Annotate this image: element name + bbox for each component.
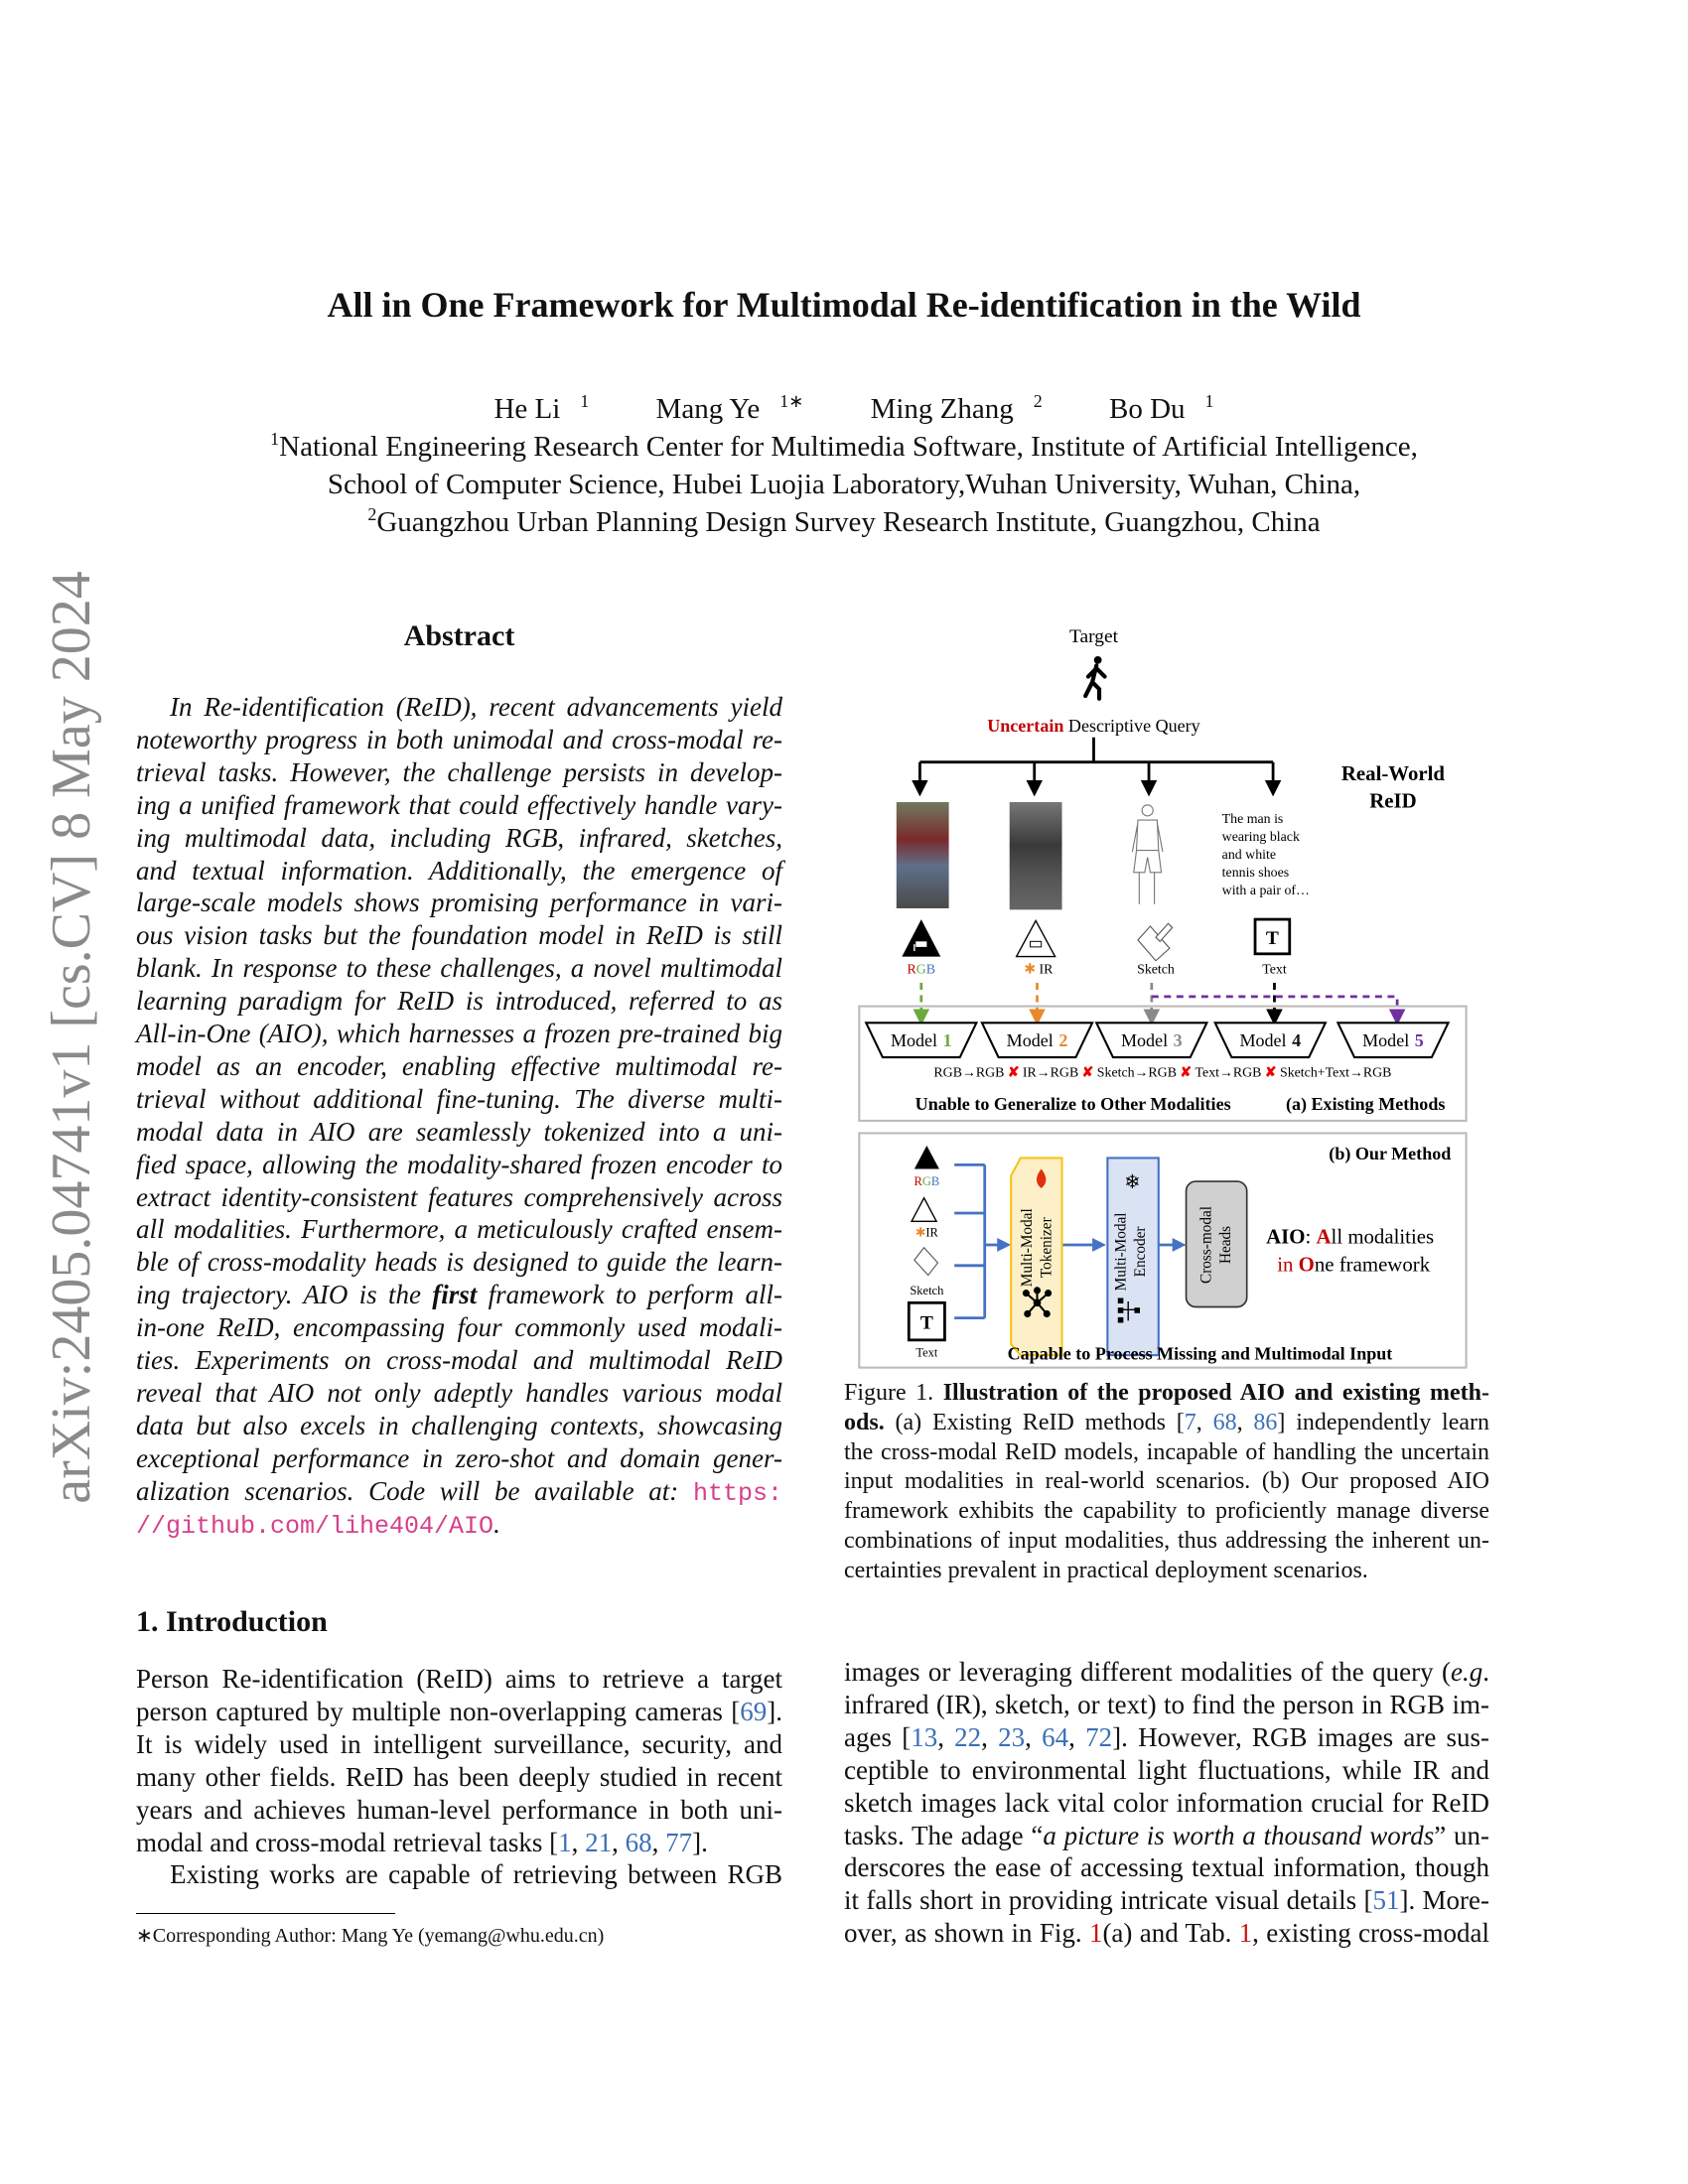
text-run: , [937,1721,955,1752]
emphasis: a picture is worth a thousand words [1043,1820,1435,1850]
text-run: ]. [692,1827,708,1857]
text-run: and textual information. Additionally, the emergence of [136,855,782,886]
text-line [844,1408,1489,1437]
text-run: , [612,1827,626,1857]
text-line [136,1442,782,1475]
text-run: ties. Experiments on cross-modal and multimodal ReID [136,1345,782,1375]
capable-label: Capable to Process Missing and Multimodal Input [1007,1343,1393,1364]
aio-tagline-1: AIO: All modalities [1266,1224,1435,1249]
text-line [136,1344,782,1377]
emphasis: Illustration of the proposed AIO and existing meth- [942,1380,1489,1406]
text-line [844,1437,1489,1467]
text-line [136,1410,782,1442]
text-run: alization scenarios. Code will be available at: [136,1475,693,1506]
walking-person-icon [1085,656,1104,699]
text-line [136,724,782,756]
text-run: ble of cross-modality heads is designed to guide the learn- [136,1247,782,1278]
text-run: framework exhibits the capability to proficiently manage diverse [844,1498,1489,1525]
text-line [136,1213,782,1246]
citation-link[interactable]: 64 [1042,1721,1069,1752]
text-run: ous vision tasks but the foundation model in ReID is still [136,920,782,951]
text-line [136,1018,782,1050]
text-line [844,1496,1489,1526]
text-run: tasks. The adage “ [844,1820,1044,1850]
citation-link[interactable]: 21 [585,1827,613,1857]
text-run: ] independently learn [1277,1409,1489,1435]
text-line [844,1556,1489,1585]
text-run: Existing works are capable of retrieving between RGB [170,1859,782,1890]
reid-label: ReID [1369,788,1417,813]
text-run: , [1236,1409,1254,1435]
text-run: in-one ReID, encompassing four commonly used modali- [136,1312,782,1343]
text-run: reveal that AIO not only adeptly handles various modal [136,1377,782,1408]
text-line [136,887,782,919]
text-run: input modalities in real-world scenarios. (b) Our proposed AIO [844,1468,1489,1495]
text-run: sketch images lack vital color information crucial for ReID [844,1787,1489,1818]
emphasis: e.g [1451,1657,1483,1687]
citation-link[interactable]: 51 [1372,1885,1400,1916]
text-run: ing a unified framework that could effectively handle vary- [136,789,782,820]
text-icon-letter: T [1265,928,1279,950]
text-line [844,1820,1489,1852]
emphasis: ods. [844,1409,885,1435]
text-run: trieval without additional fine-tuning. The diverse multi- [136,1083,782,1114]
text-line [136,1149,782,1181]
text-query-line: wearing black [1221,829,1300,845]
text-run: ]. [767,1696,782,1726]
text-run: framework to perform all- [477,1280,782,1310]
citation-link[interactable]: 77 [665,1827,693,1857]
task-row: RGB→RGB ✘ IR→RGB ✘ Sketch→RGB ✘ Text→RGB ✘ Sketch+Text→RGB [933,1065,1392,1081]
task-label: RGB→RGB [933,1065,1005,1081]
ir-label: ✱IR [914,1225,938,1240]
text-line [844,1917,1489,1950]
citation-link[interactable]: 68 [1212,1409,1237,1435]
task-label: Sketch+Text→RGB [1280,1065,1392,1081]
text-line [844,1466,1489,1496]
author [474,393,589,425]
model-5-label: Model 5 [1362,1029,1424,1050]
text-run: . [493,1508,500,1539]
model-3-label: Model 3 [1120,1029,1183,1050]
text-line [136,1246,782,1279]
text-run: ceptible to environmental light fluctuations, while IR and [844,1754,1489,1785]
text-label: Text [915,1345,938,1360]
citation-link[interactable]: 23 [998,1721,1026,1752]
text-line [136,1475,782,1508]
text-label: Text [1262,962,1287,978]
text-run: large-scale models shows promising performance in vari- [136,887,782,918]
text-line [136,1696,782,1728]
text-run: extract identity-consistent features comprehensively across [136,1181,782,1212]
sketch-label: Sketch [1137,962,1175,978]
text-run: . [1482,1657,1489,1687]
author-name: Mang Ye [655,393,761,425]
modality-arrows [921,983,1397,1018]
text-run: noteworthy progress in both unimodal and cross-modal re- [136,724,782,754]
citation-link[interactable]: 22 [954,1721,982,1752]
text-line [136,756,782,789]
text-run: ages [ [844,1721,912,1752]
text-run: data but also excels in challenging contexts, showcasing [136,1410,782,1440]
tokenizer-label: Tokenizer [1038,1217,1055,1279]
text-run: the cross-modal ReID models, incapable of handling the uncertain [844,1438,1489,1465]
text-line [136,691,782,724]
affiliation-sup: 2 [367,504,377,525]
affiliation-text: National Engineering Research Center for Multimedia Software, Institute of Artificial Intelligence, [279,431,1418,463]
text-run: combinations of input modalities, thus addressing the inherent un- [844,1528,1489,1554]
text-run: many other fields. ReID has been deeply studied in recent [136,1761,782,1792]
text-run: years and achieves human-level performance in both uni- [136,1794,782,1825]
affiliation-sup: 1 [270,429,280,450]
citation-link[interactable]: 86 [1253,1409,1278,1435]
rgb-label: RGB [914,1174,940,1189]
sketch-person-image [1132,805,1163,904]
text-run: ]. More- [1399,1885,1489,1916]
query-tree-arrows [919,738,1273,788]
encoder-label: Multi-Modal [1112,1212,1130,1292]
text-query-line: with a pair of… [1221,884,1310,899]
author-sup: 1 [1204,391,1214,412]
query-rest: Descriptive Query [1063,716,1200,737]
text-line [136,1761,782,1794]
text-run: model as an encoder, enabling effective multimodal re- [136,1050,782,1081]
cross-reference-link[interactable]: 1 [1088,1918,1103,1949]
citation-link[interactable]: 72 [1085,1721,1113,1752]
text-run: , [981,1721,999,1752]
author-sup: 1 [580,391,590,412]
task-label: Text→RGB [1195,1065,1262,1081]
text-line [136,1663,782,1696]
author-name: Bo Du [1109,393,1186,425]
text-line [136,1858,782,1891]
query-uncertain: Uncertain [987,716,1064,737]
model-1-label: Model 1 [890,1029,952,1050]
text-run: All-in-One (AIO), which harnesses a frozen pre-trained big [136,1019,782,1048]
footnote-rule [136,1913,395,1914]
text-run: all modalities. Furthermore, a meticulously crafted ensem- [136,1214,782,1245]
real-world-label: Real-World [1340,760,1446,785]
tokenizer-label: Multi-Modal [1018,1208,1036,1288]
code-url-link[interactable]: //github.com/lihe404/AIO [136,1511,494,1541]
text-run: (a) and Tab. [1102,1918,1239,1949]
text-line [136,1508,782,1541]
text-query [1222,812,1310,898]
text-run: learning paradigm for ReID is introduced, referred to as [136,986,782,1017]
our-method-label: (b) Our Method [1329,1143,1452,1163]
text-line [844,1656,1489,1689]
text-run: derscores the ease of accessing textual information, though [844,1852,1489,1883]
arxiv-stamp: arXiv:2405.04741v1 [cs.CV] 8 May 2024 [41,571,102,1504]
text-line [844,1721,1489,1754]
text-line [136,1116,782,1149]
target-label: Target [1068,625,1118,647]
text-run: Person Re-identification (ReID) aims to retrieve a target [136,1664,782,1694]
citation-link[interactable]: 13 [911,1721,938,1752]
our-method-panel [859,1133,1466,1367]
aio-tagline-2: in One framework [1277,1252,1431,1277]
author-name: He Li [493,393,561,425]
text-line [136,1083,782,1116]
text-line [136,822,782,855]
unable-label: Unable to Generalize to Other Modalities [914,1093,1231,1114]
sketch-label: Sketch [910,1283,944,1297]
heads-label: Heads [1217,1225,1235,1265]
affiliation [0,469,1688,501]
text-run: it falls short in providing intricate visual details [ [844,1885,1373,1916]
text-query-line: The man is [1221,811,1284,827]
text-run: modal data in AIO are seamlessly tokenized into a uni- [136,1116,782,1147]
sketch-icon [914,1248,938,1276]
task-label: Sketch→RGB [1096,1065,1177,1081]
model-row [866,1023,1448,1057]
text-line [844,1526,1489,1556]
ir-person-image [1010,802,1062,909]
abstract-heading: Abstract [403,619,515,652]
text-run: over, as shown in Fig. [844,1918,1089,1949]
citation-link[interactable]: 68 [625,1827,652,1857]
author-sup: 1∗ [779,391,804,412]
ir-label: ✱ IR [1024,962,1054,978]
text-run: ]. However, RGB images are sus- [1112,1721,1490,1752]
rgb-label: RGB [907,962,936,978]
rgb-person-image [897,802,949,908]
text-line [844,1884,1489,1917]
text-line [136,1728,782,1761]
text-line [136,1311,782,1344]
text-line [844,1787,1489,1820]
query-label [987,716,1200,736]
text-run: , [1068,1721,1086,1752]
citation-link[interactable]: 69 [740,1696,768,1726]
figure-1 [844,614,1492,1376]
task-label: IR→RGB [1022,1065,1079,1081]
rgb-camera-icon [902,919,940,957]
text-line [844,1851,1489,1884]
code-url-link[interactable]: https: [692,1478,782,1508]
author [636,393,804,425]
text-run: , [651,1827,666,1857]
text-run: trieval tasks. However, the challenge persists in develop- [136,756,782,787]
text-query-line: and white [1221,847,1277,863]
text-line [136,855,782,887]
existing-methods-label: (a) Existing Methods [1285,1093,1446,1114]
model-2-label: Model 2 [1006,1029,1068,1050]
footnote: ∗Corresponding Author: Mang Ye (yemang@whu.edu.cn) [136,1925,605,1947]
text-line [844,1378,1489,1408]
text-line [136,1827,782,1859]
text-run: It is widely used in intelligent surveillance, security, and [136,1728,782,1759]
author-name: Ming Zhang [870,393,1014,425]
text-run: (a) Existing ReID methods [ [884,1409,1185,1435]
text-query-line: tennis shoes [1221,866,1290,882]
cross-reference-link[interactable]: 1 [1238,1918,1253,1949]
text-run: , existing cross-modal [1252,1918,1489,1949]
affiliation [0,506,1688,539]
snowflake-icon: ❄ [1124,1172,1141,1194]
text-line [136,1279,782,1311]
author-list [0,393,1688,426]
text-run: fied space, allowing the modality-shared frozen encoder to [136,1149,782,1179]
citation-link[interactable]: 7 [1184,1409,1196,1435]
text-line [844,1754,1489,1787]
affiliation-text: Guangzhou Urban Planning Design Survey Research Institute, Guangzhou, China [376,506,1321,538]
affiliation-text: School of Computer Science, Hubei Luojia Laboratory,Wuhan University, Wuhan, China, [327,469,1361,500]
text-run: , [1196,1409,1213,1435]
citation-link[interactable]: 1 [558,1827,572,1857]
text-line [844,1689,1489,1721]
author [851,393,1043,425]
text-line [136,789,782,822]
text-run: ing trajectory. AIO is the [136,1280,433,1310]
text-run: , [571,1827,586,1857]
text-line [136,1050,782,1083]
ir-camera-icon [912,1198,936,1222]
text-run: ” un- [1434,1820,1489,1850]
text-run: certainties prevalent in practical deployment scenarios. [844,1557,1368,1583]
author-sup: 2 [1033,391,1043,412]
text-line [136,1181,782,1214]
text-run: In Re-identification (ReID), recent advancements yield [170,692,782,722]
text-line [136,1794,782,1827]
text-run: blank. In response to these challenges, a novel multimodal [136,953,782,984]
text-line [136,952,782,985]
text-icon-letter: T [919,1312,933,1334]
text-run: infrared (IR), sketch, or text) to find the person in RGB im- [844,1689,1489,1719]
text-run: exceptional performance in zero-shot and domain gener- [136,1442,782,1473]
affiliation [0,431,1688,464]
paper-title: All in One Framework for Multimodal Re-identification in the Wild [327,285,1361,325]
text-run: modal and cross-modal retrieval tasks [ [136,1827,559,1857]
heads-label: Cross-modal [1197,1205,1215,1284]
section-heading-introduction: 1. Introduction [136,1605,328,1638]
ir-camera-icon [1017,920,1055,956]
text-run: person captured by multiple non-overlapping cameras [ [136,1696,741,1726]
text-line [136,985,782,1018]
author [1089,393,1214,425]
text-line [136,919,782,952]
model-4-label: Model 4 [1239,1029,1302,1050]
emphasis: first [432,1280,478,1310]
sketch-icon [1138,923,1173,961]
text-run: images or leveraging different modalities of the query ( [844,1657,1452,1687]
text-line [136,1377,782,1410]
text-run: ing multimodal data, including RGB, infrared, sketches, [136,822,782,853]
encoder-label: Encoder [1131,1226,1149,1278]
rgb-camera-icon [914,1146,939,1169]
text-run: Figure 1. [844,1380,943,1406]
text-run: , [1025,1721,1043,1752]
